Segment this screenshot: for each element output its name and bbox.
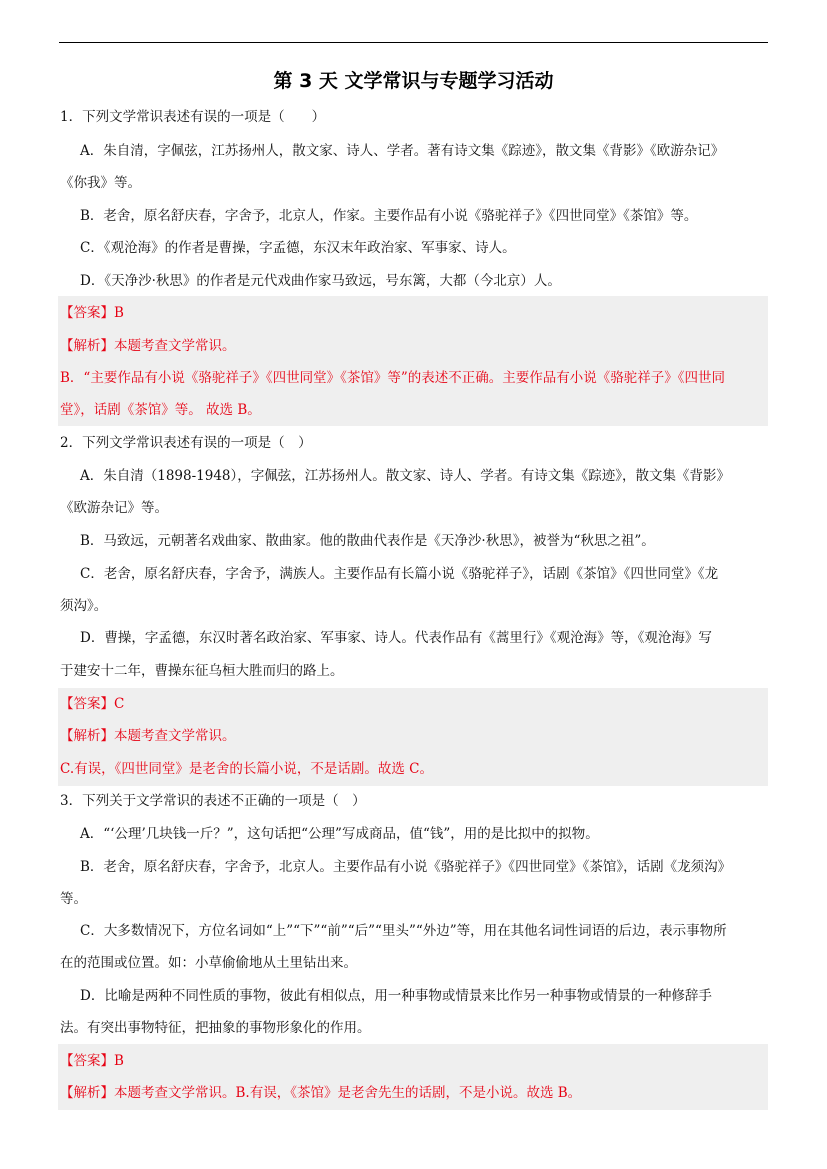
- question-3-option-d: D．比喻是两种不同性质的事物，彼此有相似点，用一种事物或情景来比作另一种事物或情景的一种修辞手: [80, 988, 712, 1004]
- question-3-stem: 3．下列关于文学常识的表述不正确的一项是（ ）: [60, 793, 366, 809]
- analysis-2-line-1: 【解析】本题考查文学常识。: [60, 728, 236, 744]
- answer-1: 【答案】B: [60, 305, 124, 321]
- analysis-1-line-1: 【解析】本题考查文学常识。: [60, 338, 236, 354]
- question-3-option-c-cont: 在的范围或位置。如：小草偷偷地从土里钻出来。: [60, 955, 357, 971]
- question-2-option-a: A．朱自清（1898-1948），字佩弦，江苏扬州人。散文家、诗人、学者。有诗文集《踪迹》，散文集《背影》: [80, 468, 731, 484]
- question-1-option-a: A．朱自清，字佩弦，江苏扬州人，散文家、诗人、学者。著有诗文集《踪迹》，散文集《背影》《欧游杂记》: [80, 143, 725, 159]
- question-2-option-d-cont: 于建安十二年，曹操东征乌桓大胜而归的路上。: [60, 663, 344, 679]
- question-3-option-d-cont: 法。有突出事物特征，把抽象的事物形象化的作用。: [60, 1020, 371, 1036]
- analysis-3-line-1: 【解析】本题考查文学常识。B.有误，《茶馆》是老舍先生的话剧，不是小说。故选 B。: [60, 1085, 582, 1101]
- question-1-option-a-cont: 《你我》等。: [60, 175, 141, 191]
- header-rule: [59, 42, 768, 43]
- analysis-2-line-2: C.有误，《四世同堂》是老舍的长篇小说，不是话剧。故选 C。: [60, 761, 434, 777]
- page-title: 第 3 天 文学常识与专题学习活动: [273, 70, 554, 92]
- question-3-option-a: A．“‘公理’几块钱一斤？”，这句话把“公理”写成商品，值“钱”，用的是比拟中的拟物。: [80, 826, 599, 842]
- question-2-option-d: D．曹操，字孟德，东汉时著名政治家、军事家、诗人。代表作品有《蒿里行》《观沧海》等，《观沧海》写: [80, 630, 712, 646]
- analysis-1-line-3: 堂》，话剧《茶馆》等。 故选 B。: [60, 402, 261, 418]
- question-2-option-c: C．老舍，原名舒庆春，字舍予，满族人。主要作品有长篇小说《骆驼祥子》，话剧《茶馆》《四世同堂》《龙: [80, 566, 719, 582]
- question-2-option-c-cont: 须沟》。: [60, 598, 108, 614]
- answer-3: 【答案】B: [60, 1053, 124, 1069]
- question-2-option-b: B．马致远，元朝著名戏曲家、散曲家。他的散曲代表作是《天净沙·秋思》，被誉为“秋思之祖”。: [80, 533, 655, 549]
- question-3-option-b-cont: 等。: [60, 891, 87, 907]
- question-1-stem: 1．下列文学常识表述有误的一项是（ ）: [60, 109, 326, 125]
- question-2-option-a-cont: 《欧游杂记》等。: [60, 500, 168, 516]
- analysis-1-line-2: B．“主要作品有小说《骆驼祥子》《四世同堂》《茶馆》等”的表述不正确。主要作品有小说《骆驼祥子》《四世同: [60, 370, 725, 386]
- question-1-option-b: B．老舍，原名舒庆春，字舍予，北京人，作家。主要作品有小说《骆驼祥子》《四世同堂》《茶馆》等。: [80, 208, 698, 224]
- answer-2: 【答案】C: [60, 696, 125, 712]
- question-3-option-c: C．大多数情况下，方位名词如“上”“下”“前”“后”“里头”“外边”等，用在其他名词性词语的后边，表示事物所: [80, 923, 727, 939]
- question-1-option-d: D．《天净沙·秋思》的作者是元代戏曲作家马致远，号东篱，大都（今北京）人。: [80, 273, 561, 289]
- question-1-option-c: C．《观沧海》的作者是曹操，字孟德，东汉末年政治家、军事家、诗人。: [80, 240, 516, 256]
- question-2-stem: 2．下列文学常识表述有误的一项是（ ）: [60, 435, 312, 451]
- question-3-option-b: B．老舍，原名舒庆春，字舍予，北京人。主要作品有小说《骆驼祥子》《四世同堂》《茶馆》，话剧《龙须沟》: [80, 859, 732, 875]
